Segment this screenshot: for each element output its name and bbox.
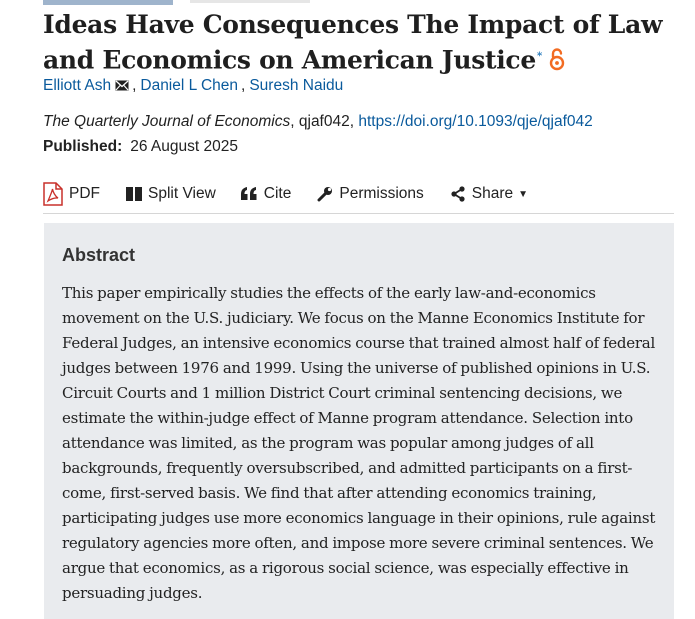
author-list (43, 76, 343, 96)
article-title (43, 9, 663, 76)
envelope-icon[interactable] (115, 80, 129, 91)
wrench-icon (317, 186, 333, 202)
toolbar-divider (43, 213, 674, 214)
published-line (43, 137, 238, 157)
author-separator: , (241, 77, 246, 94)
author-link-elliott-ash[interactable]: Elliott Ash (43, 77, 112, 94)
permissions-button[interactable] (317, 185, 423, 203)
abstract-text: This paper empirically studies the effects of the early law-and-economics movement on the U.S. judiciary. We focus on the Manne Economics Institute for Federal Judges, an intensive economics course that trained almost half of federal judges between 1976 and 1999. Using the universe of published opinions in U.S. Circuit Courts and 1 million District Court criminal sentencing decisions, we estimate the within-judge effect of Manne program attendance. Selection into attendance was limited, as the program was popular among judges of all backgrounds, frequently oversubscribed, and admitted participants on a first-come, first-served basis. We find that after attending economics training, participating judges use more economics language in their opinions, rule against regulatory agencies more often, and impose more severe criminal sentences. We argue that economics, as a rigorous social science, was especially effective in persuading judges. (62, 284, 656, 602)
split-view-label: Split View (148, 185, 216, 202)
cite-button[interactable] (240, 185, 292, 203)
chevron-down-icon: ▼ (518, 188, 529, 200)
article-title-text: Ideas Have Consequences The Impact of Law and Economics on American Justice (43, 10, 663, 75)
published-label: Published: (43, 138, 123, 155)
title-footnote-link[interactable]: * (536, 51, 542, 62)
quote-icon (240, 187, 258, 201)
top-nav-strip-faint (190, 0, 310, 3)
cite-label: Cite (263, 185, 292, 202)
share-button[interactable] (450, 185, 528, 203)
permissions-label: Permissions (339, 185, 424, 202)
share-label: Share (471, 185, 514, 202)
doi-link[interactable]: https://doi.org/10.1093/qje/qjaf042 (358, 113, 593, 130)
pdf-label: PDF (69, 185, 100, 202)
published-date: 26 August 2025 (130, 138, 238, 155)
open-access-icon (548, 47, 566, 71)
article-toolbar (43, 180, 528, 208)
author-link-suresh-naidu[interactable]: Suresh Naidu (249, 77, 344, 94)
top-nav-strip (43, 0, 173, 5)
abstract-section (44, 223, 674, 619)
citation-line (43, 112, 593, 132)
split-view-button[interactable] (126, 185, 216, 203)
author-separator: , (132, 77, 137, 94)
share-nodes-icon (450, 186, 466, 202)
split-columns-icon (126, 187, 142, 201)
pdf-file-icon (43, 182, 63, 206)
journal-separator: , (290, 113, 295, 130)
pdf-button[interactable] (43, 182, 100, 206)
author-link-daniel-l-chen[interactable]: Daniel L Chen (140, 77, 239, 94)
journal-name: The Quarterly Journal of Economics (43, 113, 291, 130)
article-id: qjaf042, (298, 113, 355, 130)
abstract-heading: Abstract (62, 245, 136, 265)
